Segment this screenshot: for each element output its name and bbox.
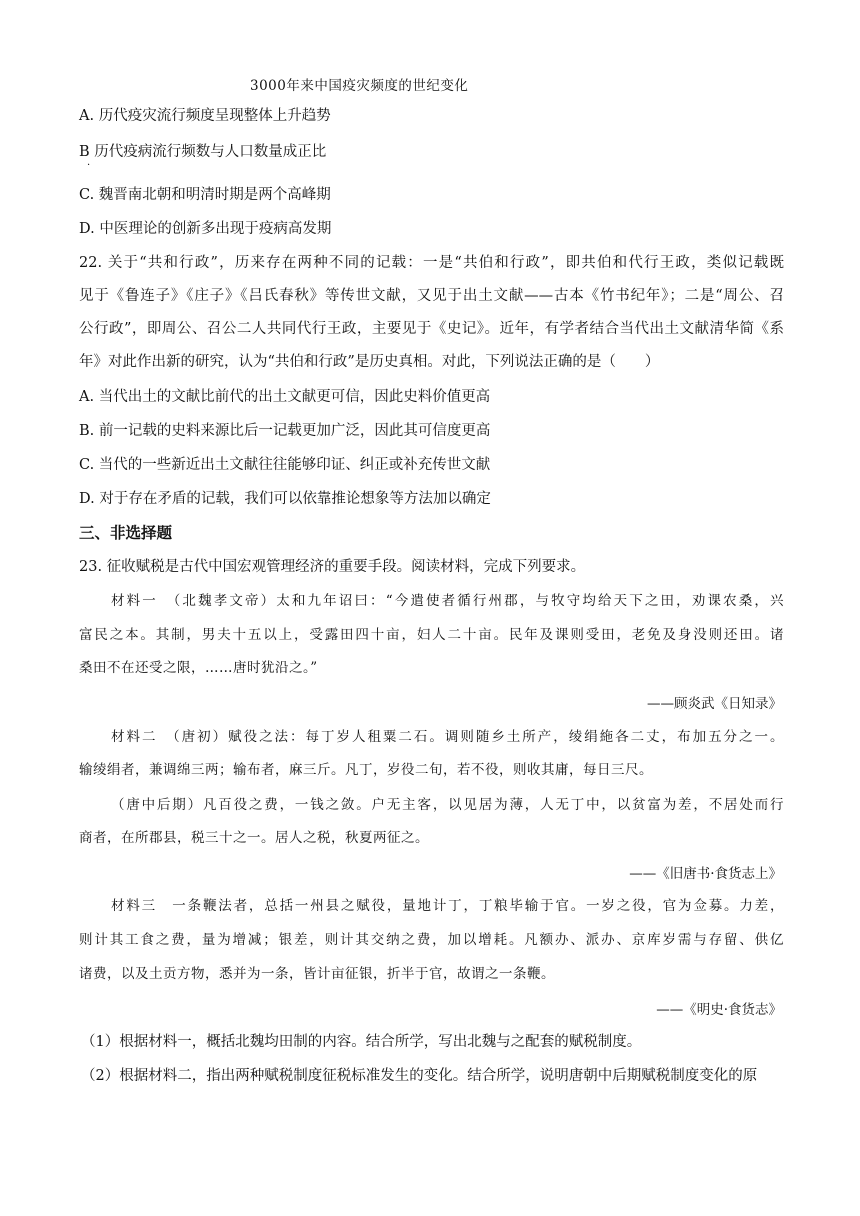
material-1-line-1: 材料一 （北魏孝文帝）太和九年诏曰：“今遣使者循行州郡，与牧守均给天下之田，劝课农桑，兴 [111, 593, 784, 609]
figure-caption: 3000年来中国疫灾频度的世纪变化 [250, 78, 469, 94]
q22-option-c: C. 当代的一些新近出土文献往往能够印证、纠正或补充传世文献 [79, 457, 491, 473]
q22-stem-line-4: 年》对此作出新的研究，认为“共伯和行政”是历史真相。对此，下列说法正确的是（ ） [79, 354, 660, 370]
material-3-line-3: 诸费，以及土贡方物，悉并为一条，皆计亩征银，折半于官，故谓之一条鞭。 [79, 966, 555, 982]
q22-option-d: D. 对于存在矛盾的记载，我们可以依靠推论想象等方法加以确定 [79, 491, 491, 507]
q23-stem: 23. 征收赋税是古代中国宏观管理经济的重要手段。阅读材料，完成下列要求。 [79, 559, 586, 575]
material-1-source: ——顾炎武《日知录》 [647, 696, 782, 712]
material-2-line-3: （唐中后期）凡百役之费，一钱之敛。户无主客，以见居为薄，人无丁中，以贫富为差，不居处而行 [111, 797, 784, 813]
material-2-line-4: 商者，在所郡县，税三十之一。居人之税，秋夏两征之。 [79, 830, 429, 846]
material-3-line-2: 则计其工食之费，量为增减；银差，则计其交纳之费，加以增耗。凡额办、派办、京库岁需与存留、供亿 [79, 932, 784, 948]
q23-subquestion-2: （2）根据材料二，指出两种赋税制度征税标准发生的变化。结合所学，说明唐朝中后期赋税制度变化的原 [81, 1068, 758, 1084]
material-2-source: ——《旧唐书·食货志上》 [629, 866, 782, 882]
q22-stem-line-1: 22. 关于“共和行政”，历来存在两种不同的记载：一是“共伯和行政”，即共伯和代行王政，类似记载既 [79, 255, 784, 271]
material-1-line-3: 桑田不在还受之限，……唐时犹沿之。” [79, 660, 318, 676]
q22-option-a: A. 当代出土的文献比前代的出土文献更可信，因此史料价值更高 [79, 389, 491, 405]
q22-stem-line-2: 见于《鲁连子》《庄子》《吕氏春秋》等传世文献，又见于出土文献——古本《竹书纪年》；二是“周公、召 [79, 288, 784, 304]
q22-option-b: B. 前一记载的史料来源比后一记载更加广泛，因此其可信度更高 [79, 423, 491, 439]
material-2-line-1: 材料二 （唐初）赋役之法：每丁岁人租粟二石。调则随乡土所产，绫绢絁各二丈，布加五分之一。 [111, 729, 784, 745]
q21-option-d: D. 中医理论的创新多出现于疫病高发期 [79, 221, 332, 237]
material-3-line-1: 材料三 一条鞭法者，总括一州县之赋役，量地计丁，丁粮毕输于官。一岁之役，官为佥募。力差， [111, 898, 784, 914]
material-1-line-2: 富民之本。其制，男夫十五以上，受露田四十亩，妇人二十亩。民年及课则受田，老免及身没则还田。诸 [79, 627, 784, 643]
section-heading: 三、非选择题 [79, 524, 173, 542]
q21-option-b: B 历代疫病流行频数与人口数量成正比 [79, 144, 327, 160]
q21-option-c: C. 魏晋南北朝和明清时期是两个高峰期 [79, 187, 331, 203]
material-3-source: ——《明史·食货志》 [656, 1002, 782, 1018]
q22-stem-line-3: 公行政”，即周公、召公二人共同代行王政，主要见于《史记》。近年，有学者结合当代出土文献清华简《系 [79, 321, 784, 337]
dot-mark: · [87, 160, 91, 171]
q21-option-a: A. 历代疫灾流行频度呈现整体上升趋势 [79, 108, 331, 124]
q23-subquestion-1: （1）根据材料一，概括北魏均田制的内容。结合所学，写出北魏与之配套的赋税制度。 [81, 1034, 642, 1050]
material-2-line-2: 输绫绢者，兼调绵三两；输布者，麻三斤。凡丁，岁役二旬，若不役，则收其庸，每日三尺。 [79, 762, 653, 778]
